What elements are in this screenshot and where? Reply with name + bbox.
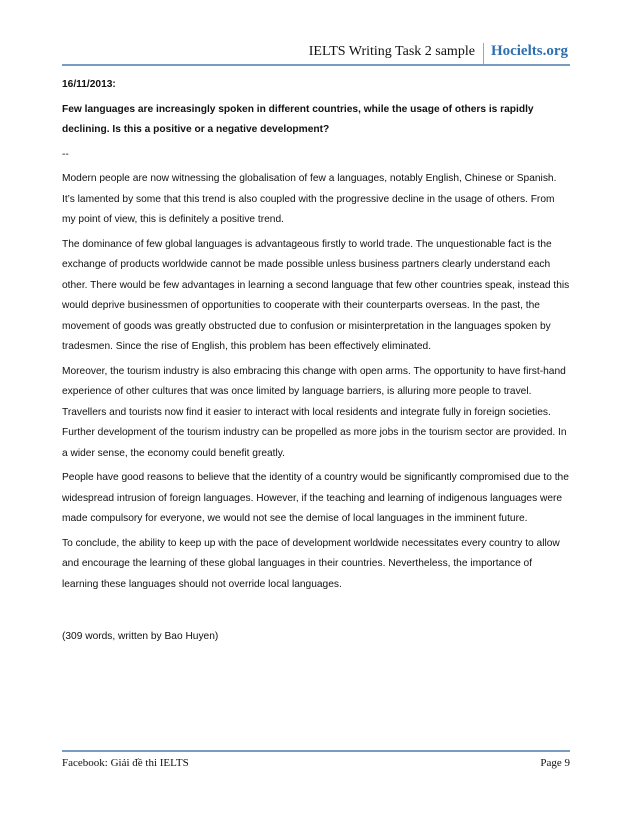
paragraph-conclusion: To conclude, the ability to keep up with the pace of development worldwide necessitates every country to allow and encourage the learning of these global languages in their countries. Nevertheless, the importance of learning these languages should not override local languages.: [62, 537, 560, 590]
signature: (309 words, written by Bao Huyen): [62, 631, 219, 642]
paragraph-identity: People have good reasons to believe that the identity of a country would be significantly compromised due to the widespread intrusion of foreign languages. However, if the teaching and learning of indigenous languages were made compulsory for everyone, we would not see the demise of local languages in the imminent future.: [62, 472, 569, 524]
header-title: IELTS Writing Task 2 sample: [308, 44, 475, 59]
document-body: [62, 75, 570, 652]
header-brand: Hocielts.org: [483, 43, 570, 64]
paragraph-tourism: Moreover, the tourism industry is also embracing this change with open arms. The opportunity to have first-hand experience of other cultures that was once limited by language barriers, is alluring more people to travel. Travellers and tourists now find it easier to interact with local residents and integrate fully in foreign societies. Further development of the tourism industry can be propelled as more jobs in the tourism sector are provided. In a wider sense, the economy could benefit greatly.: [62, 365, 567, 459]
page-number: Page 9: [540, 757, 570, 769]
paragraph-trade: The dominance of few global languages is advantageous firstly to world trade. The unquestionable fact is the exchange of products worldwide cannot be made possible unless business partners clearly understand each other. There would be few advantages in learning a second language that few other countries speak, instead this would deprive businessmen of opportunities to cooperate with their counterparts overseas. In the past, the movement of goods was greatly obstructed due to confusion or misinterpretation in the languages spoken by tradesmen. Since the rise of English, this problem has been effectively eliminated.: [62, 238, 570, 352]
paragraph-intro: Modern people are now witnessing the globalisation of few a languages, notably English, Chinese or Spanish. It’s lamented by some that this trend is also coupled with the progressive decline in the usage of others. From my point of view, this is definitely a positive trend.: [62, 173, 557, 225]
header-divider: [62, 64, 570, 66]
page-header: [62, 34, 570, 64]
essay-question: Few languages are increasingly spoken in different countries, while the usage of others is rapidly declining. Is this a positive or a negative development?: [62, 103, 534, 135]
spacer: [62, 599, 570, 627]
footer-divider: [62, 750, 570, 752]
page-footer: [62, 757, 570, 769]
separator: --: [62, 148, 69, 160]
footer-facebook-text: Facebook: Giải đề thi IELTS: [62, 757, 189, 769]
document-date: 16/11/2013:: [62, 79, 116, 90]
